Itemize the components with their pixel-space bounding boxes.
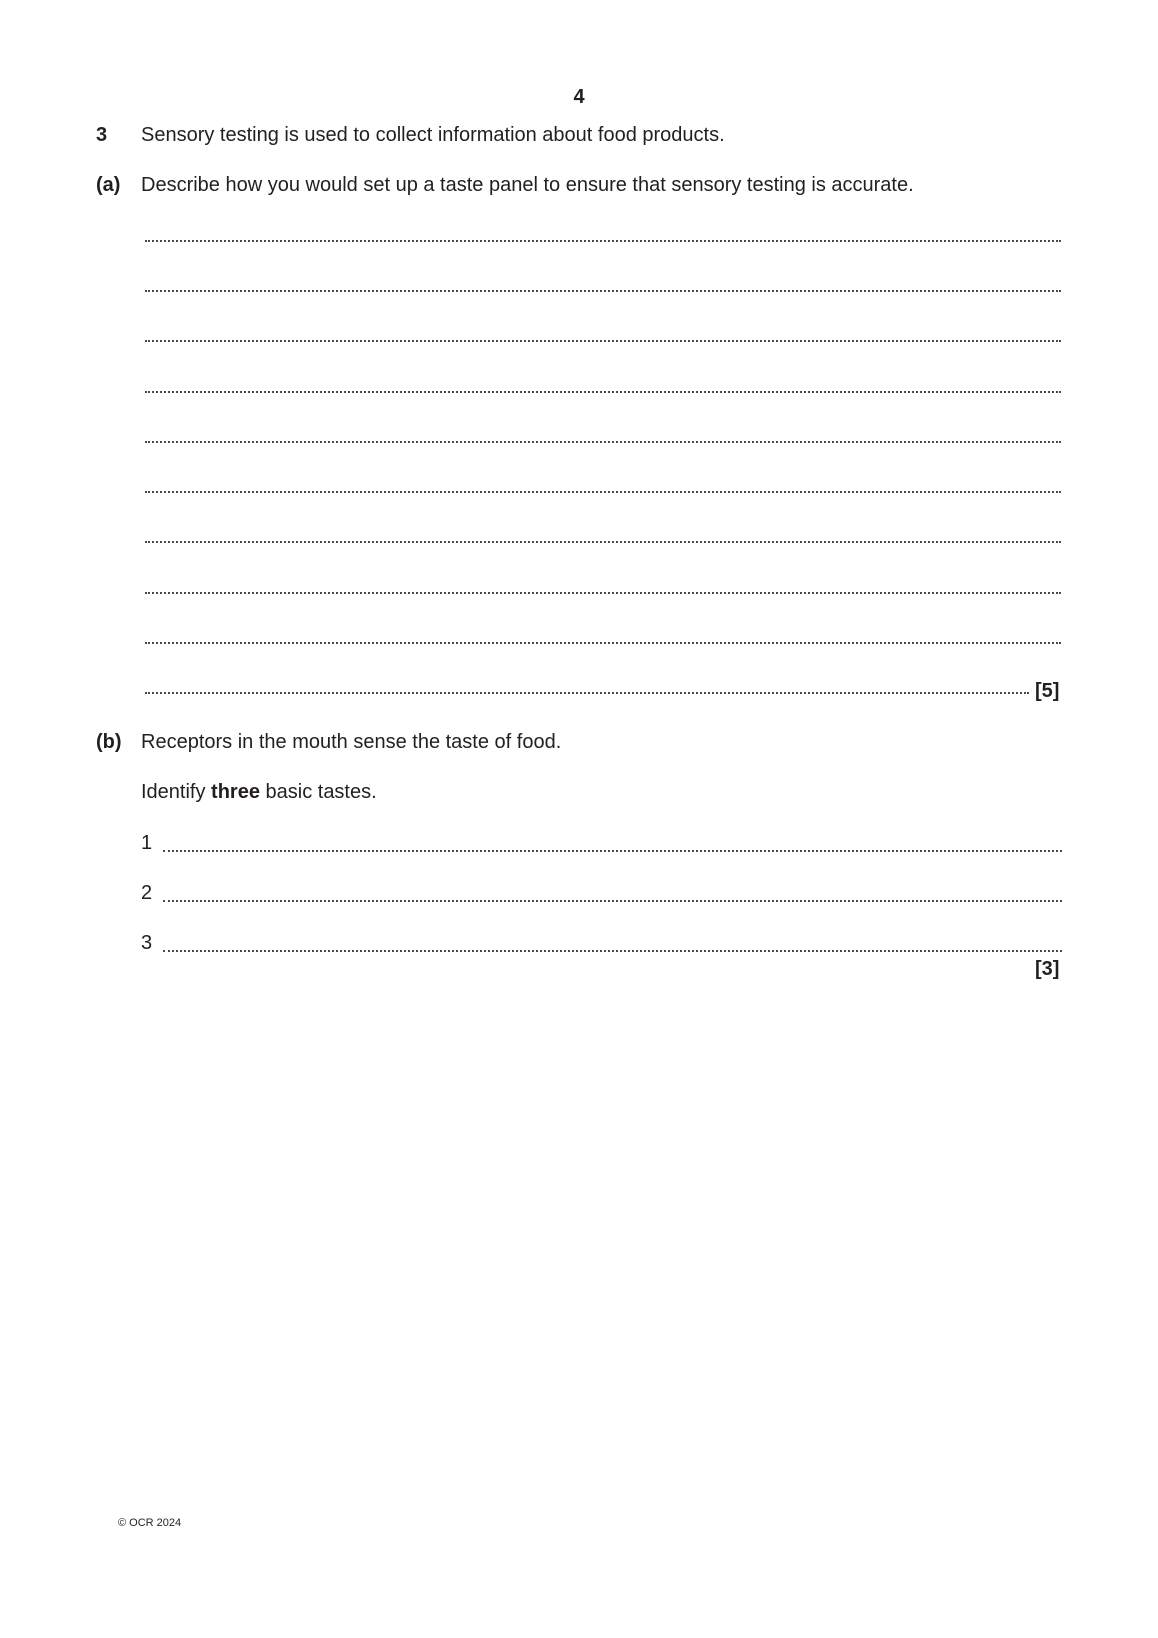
instruction-emphasis: three	[211, 781, 260, 803]
taste-answer-number: 3	[141, 932, 153, 954]
answer-line[interactable]	[145, 240, 1061, 242]
answer-line[interactable]	[145, 290, 1061, 292]
part-a-text: Describe how you would set up a taste panel to ensure that sensory testing is accurate.	[141, 174, 914, 196]
answer-line[interactable]	[163, 850, 1062, 852]
answer-line[interactable]	[145, 491, 1061, 493]
answer-line[interactable]	[145, 592, 1061, 594]
taste-answer-number: 2	[141, 882, 153, 904]
answer-line[interactable]	[145, 441, 1061, 443]
part-b-label: (b)	[96, 731, 122, 753]
instruction-prefix: Identify	[141, 781, 212, 803]
answer-line[interactable]	[163, 900, 1062, 902]
part-a-label: (a)	[96, 174, 121, 196]
taste-answer-number: 1	[141, 832, 153, 854]
part-a-marks: [5]	[1035, 680, 1060, 702]
answer-line[interactable]	[145, 642, 1061, 644]
page-number: 4	[573, 86, 585, 108]
answer-line[interactable]	[145, 692, 1029, 694]
answer-line[interactable]	[145, 391, 1061, 393]
answer-line[interactable]	[145, 541, 1061, 543]
part-b-instruction	[141, 780, 377, 804]
part-b-text: Receptors in the mouth sense the taste of food.	[141, 731, 562, 753]
question-number: 3	[96, 124, 108, 146]
copyright-footer: © OCR 2024	[118, 1517, 182, 1529]
part-b-marks: [3]	[1035, 958, 1060, 980]
answer-line[interactable]	[163, 950, 1062, 952]
answer-line[interactable]	[145, 340, 1061, 342]
instruction-suffix: basic tastes.	[259, 781, 377, 803]
question-stem: Sensory testing is used to collect information about food products.	[141, 124, 725, 146]
